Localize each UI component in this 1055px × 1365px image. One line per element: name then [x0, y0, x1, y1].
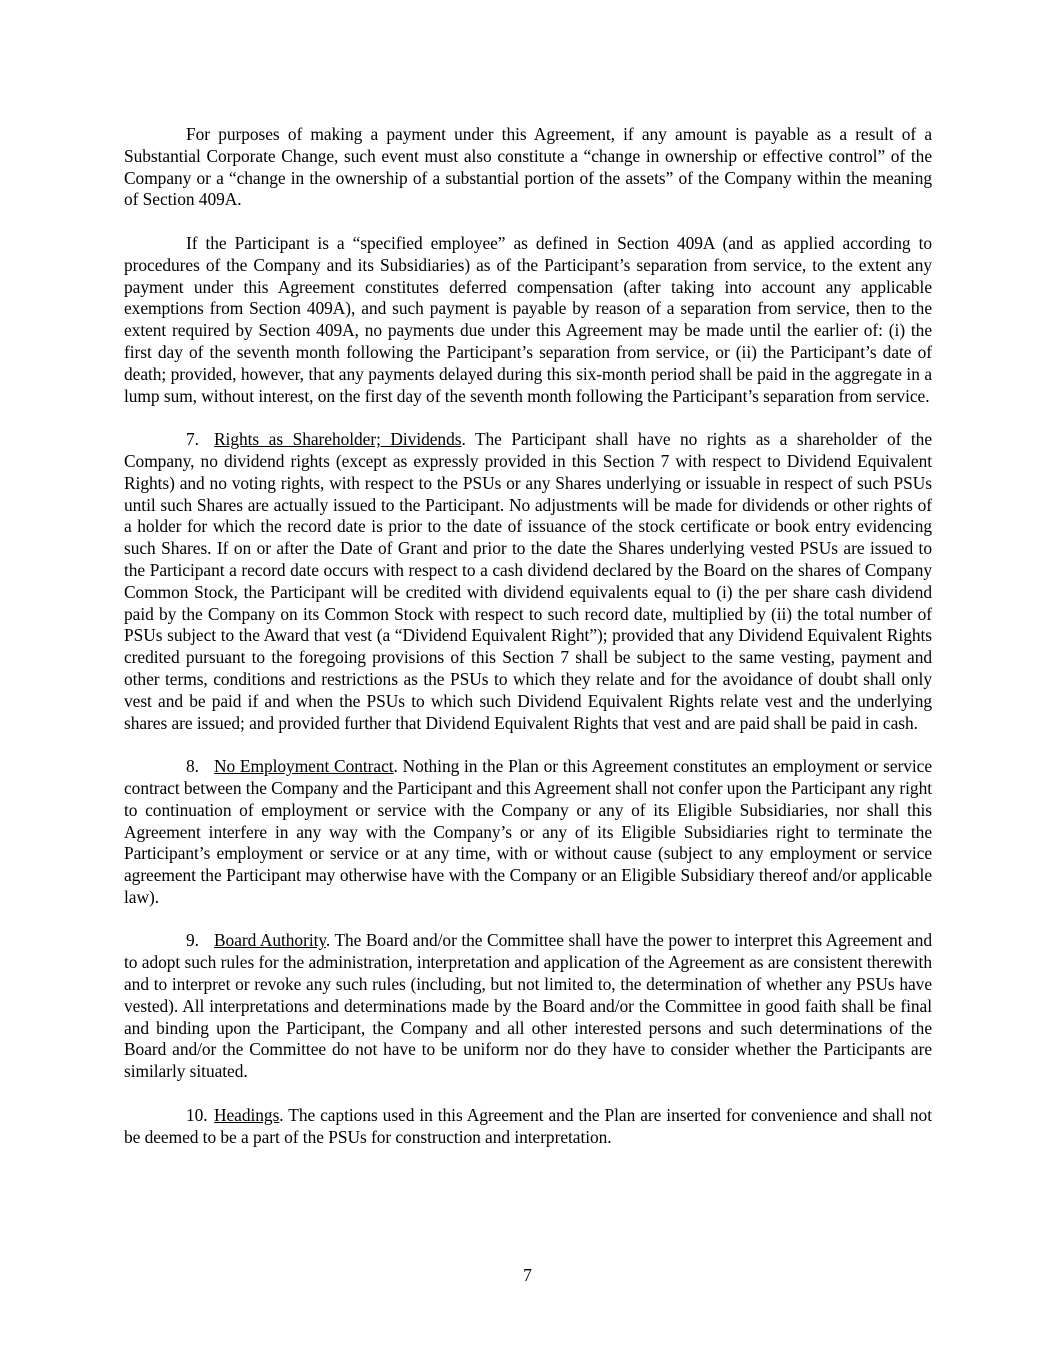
section-heading: Headings [214, 1104, 280, 1125]
section-number: 10. [186, 1104, 208, 1125]
section-heading: Rights as Shareholder; Dividends [214, 429, 462, 450]
paragraph-specified-employee: If the Participant is a “specified employee” as defined in Section 409A (and as applied according to procedures of the Company and its Subsidiaries) as of the Participant’s separation from service, to the extent any payment under this Agreement constitutes deferred compensation (after taking into account any applicable exemptions from Section 409A), and such payment is payable by reason of a separation from service, then to the extent required by Section 409A, no payments due under this Agreement may be made until the earlier of: (i) the first day of the seventh month following the Participant’s separation from service, or (ii) the Participant’s date of death; provided, however, that any payments delayed during this six-month period shall be paid in the aggregate in a lump sum, without interest, on the first day of the seventh month following the Participant’s separation from service. [124, 232, 932, 406]
section-7-rights-as-shareholder [124, 429, 932, 734]
section-body: . The Board and/or the Committee shall have the power to interpret this Agreement and to adopt such rules for the administration, interpretation and application of the Agreement as are consistent therewith and to interpret or revoke any such rules (including, but not limited to, the determination of whether any PSUs have vested). All interpretations and determinations made by the Board and/or the Committee in good faith shall be final and binding upon the Participant, the Company and all other interested persons and such determinations of the Board and/or the Committee do not have to be uniform nor do they have to consider whether the Participants are similarly situated. [124, 930, 932, 1082]
section-9-board-authority [124, 930, 932, 1083]
section-number: 8. [186, 756, 199, 777]
section-number: 7. [186, 429, 199, 450]
section-body: . The captions used in this Agreement and the Plan are inserted for convenience and shall not be deemed to be a part of the PSUs for construction and interpretation. [124, 1104, 932, 1147]
section-number: 9. [186, 930, 199, 951]
section-heading: No Employment Contract [214, 756, 394, 777]
section-body: . Nothing in the Plan or this Agreement constitutes an employment or service contract between the Company and the Participant and this Agreement shall not confer upon the Participant any right to continuation of employment or service with the Company or any of its Eligible Subsidiaries, nor shall this Agreement interfere in any way with the Company’s or any of its Eligible Subsidiaries right to terminate the Participant’s employment or service or at any time, with or without cause (subject to any employment or service agreement the Participant may otherwise have with the Company or an Eligible Subsidiary thereof and/or applicable law). [124, 756, 932, 907]
section-10-headings [124, 1105, 932, 1149]
section-heading: Board Authority [214, 930, 326, 951]
page-number: 7 [523, 1265, 532, 1285]
document-page [124, 124, 932, 1170]
paragraph-409a-change-in-control: For purposes of making a payment under this Agreement, if any amount is payable as a result of a Substantial Corporate Change, such event must also constitute a “change in ownership or effective control” of the Company or a “change in the ownership of a substantial portion of the assets” of the Company within the meaning of Section 409A. [124, 124, 932, 210]
section-body: . The Participant shall have no rights as a shareholder of the Company, no dividend rights (except as expressly provided in this Section 7 with respect to Dividend Equivalent Rights) and no voting rights, with respect to the PSUs or any Shares underlying or issuable in respect of such PSUs until such Shares are actually issued to the Participant. No adjustments will be made for dividends or other rights of a holder for which the record date is prior to the date of issuance of the stock certificate or book entry evidencing such Shares. If on or after the Date of Grant and prior to the date the Shares underlying vested PSUs are issued to the Participant a record date occurs with respect to a cash dividend declared by the Board on the shares of Company Common Stock, the Participant will be credited with dividend equivalents equal to (i) the per share cash dividend paid by the Company on its Common Stock with respect to such record date, multiplied by (ii) the total number of PSUs subject to the Award that vest (a “Dividend Equivalent Right”); provided that any Dividend Equivalent Rights credited pursuant to the foregoing provisions of this Section 7 shall be subject to the same vesting, payment and other terms, conditions and restrictions as the PSUs to which they relate and for the avoidance of doubt shall only vest and be paid if and when the PSUs to which such Dividend Equivalent Rights relate vest and the underlying shares are issued; and provided further that Dividend Equivalent Rights that vest and are paid shall be paid in cash. [124, 429, 932, 733]
section-8-no-employment-contract [124, 756, 932, 909]
